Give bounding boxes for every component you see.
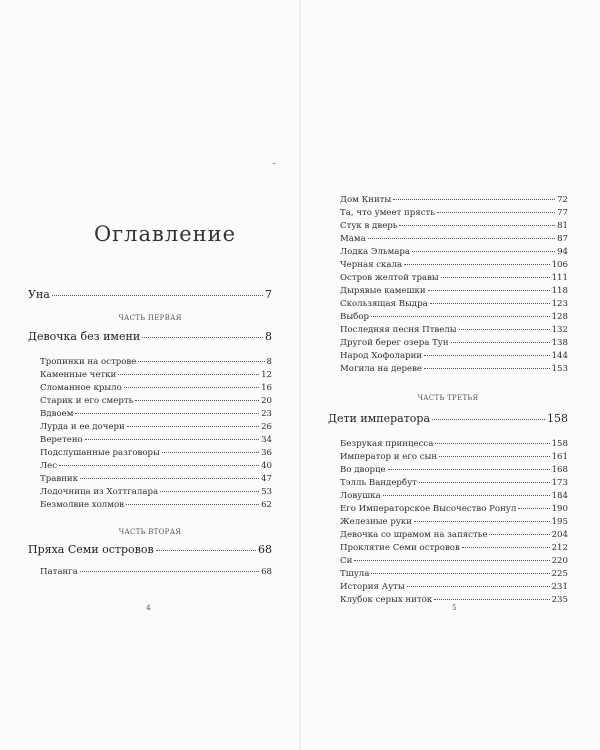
toc-entry — [340, 351, 568, 361]
toc-entry — [340, 338, 568, 348]
toc-entry — [340, 439, 568, 449]
entry-title: Дырявые камешки — [340, 286, 426, 296]
entry-page: 7 — [265, 288, 272, 301]
dot-leader — [368, 238, 555, 239]
toc-entry — [340, 491, 568, 501]
entry-title: Подслушанные разговоры — [40, 448, 160, 458]
entry-title: Ловушка — [340, 491, 381, 501]
dot-leader — [437, 212, 555, 213]
entry-page: 62 — [261, 500, 272, 510]
toc-entry — [40, 474, 272, 484]
part-three-label: ЧАСТЬ ТРЕТЬЯ — [417, 394, 479, 402]
entry-page: 26 — [261, 422, 272, 432]
dot-leader — [428, 290, 550, 291]
toc-entry — [340, 260, 568, 270]
dot-leader — [404, 264, 549, 265]
entry-title: Его Императорское Высочество Ронул — [340, 504, 517, 514]
entry-title: Тропинки на острове — [40, 357, 137, 367]
dot-leader — [138, 361, 264, 362]
dot-leader — [489, 534, 549, 535]
dot-leader — [59, 465, 259, 466]
entry-title: Сломанное крыло — [40, 383, 122, 393]
dot-leader — [118, 374, 259, 375]
dot-leader — [393, 199, 555, 200]
entry-page: 220 — [551, 556, 568, 566]
entry-page: 231 — [551, 582, 568, 592]
toc-entry — [40, 357, 272, 367]
entry-page: 235 — [551, 595, 568, 605]
toc-entry — [340, 364, 568, 374]
entry-title: Другой берег озера Тун — [340, 338, 449, 348]
entry-page: 8 — [266, 357, 272, 367]
dot-leader — [424, 355, 550, 356]
entry-page: 72 — [557, 195, 568, 205]
entry-title: Си — [340, 556, 353, 566]
toc-entry — [40, 396, 272, 406]
toc-entry — [40, 448, 272, 458]
entry-page: 144 — [551, 351, 568, 361]
entry-page: 123 — [551, 299, 568, 309]
entry-page: 153 — [551, 364, 568, 374]
dot-leader — [435, 443, 549, 444]
toc-entry — [340, 582, 568, 592]
entry-page: 111 — [551, 273, 568, 283]
entry-page: 225 — [551, 569, 568, 579]
dot-leader — [160, 491, 259, 492]
entry-title: Скользящая Выдра — [340, 299, 428, 309]
entry-page: 68 — [258, 543, 272, 556]
dot-leader — [80, 571, 259, 572]
part-two-label: ЧАСТЬ ВТОРАЯ — [118, 528, 182, 536]
entry-title: Железные руки — [340, 517, 413, 527]
entry-title: Вдвоем — [40, 409, 74, 419]
entry-title: Лодочница из Хоттгалара — [40, 487, 159, 497]
entry-page: 40 — [261, 461, 272, 471]
entry-title: Черная скала — [340, 260, 403, 270]
dot-leader — [399, 225, 555, 226]
part-heading — [328, 412, 568, 425]
toc-entry — [40, 435, 272, 445]
entry-title: Лурда и ее дочери — [40, 422, 125, 432]
entry-title: Безмолвие холмов — [40, 500, 124, 510]
dot-leader — [414, 521, 550, 522]
entry-title: Травник — [40, 474, 79, 484]
toc-entry — [340, 273, 568, 283]
entry-page: 34 — [261, 435, 272, 445]
toc-entry — [340, 247, 568, 257]
toc-entry — [340, 556, 568, 566]
toc-entry — [40, 383, 272, 393]
entry-title: Безрукая принцесса — [340, 439, 434, 449]
entry-page: 158 — [551, 439, 568, 449]
entry-page: 168 — [551, 465, 568, 475]
dot-leader — [407, 586, 550, 587]
dot-leader — [434, 599, 549, 600]
part-heading — [28, 330, 272, 343]
entry-title: Каменные четки — [40, 370, 117, 380]
toc-entry — [40, 487, 272, 497]
entry-page: 8 — [265, 330, 272, 343]
dot-leader — [75, 413, 259, 414]
toc-entry — [40, 422, 272, 432]
entry-title: Старик и его смерть — [40, 396, 134, 406]
toc-entry — [340, 478, 568, 488]
dot-leader — [439, 456, 549, 457]
dot-leader — [162, 452, 259, 453]
entry-title: Могила на дереве — [340, 364, 422, 374]
entry-page: 20 — [261, 396, 272, 406]
dot-leader — [432, 419, 545, 420]
entry-page: 53 — [261, 487, 272, 497]
entry-page: 204 — [551, 530, 568, 540]
toc-entry — [340, 234, 568, 244]
entry-title: Лес — [40, 461, 58, 471]
toc-entry — [40, 409, 272, 419]
entry-page: 87 — [557, 234, 568, 244]
dot-leader — [459, 329, 550, 330]
entry-page: 12 — [261, 370, 272, 380]
toc-entry — [40, 370, 272, 380]
toc-entry — [340, 208, 568, 218]
dot-leader — [388, 469, 550, 470]
dot-leader — [80, 478, 259, 479]
toc-entry — [40, 461, 272, 471]
toc-entry-prologue — [28, 288, 272, 301]
entry-page: 173 — [551, 478, 568, 488]
toc-entry — [340, 452, 568, 462]
entry-title: Император и его сын — [340, 452, 438, 462]
dot-leader — [371, 573, 549, 574]
entry-title: Мама — [340, 234, 366, 244]
page-number: 5 — [452, 603, 457, 612]
dot-leader — [383, 495, 550, 496]
print-speck — [273, 163, 275, 164]
entry-page: 23 — [261, 409, 272, 419]
dot-leader — [424, 368, 550, 369]
entry-page: 212 — [551, 543, 568, 553]
entry-title: Остров желтой травы — [340, 273, 439, 283]
entry-page: 158 — [547, 412, 568, 425]
dot-leader — [135, 400, 259, 401]
part-heading — [28, 543, 272, 556]
entry-title: Лодка Эльмара — [340, 247, 411, 257]
entry-page: 128 — [551, 312, 568, 322]
toc-entry — [340, 530, 568, 540]
entry-page: 132 — [551, 325, 568, 335]
entry-title: Последняя песня Птвелы — [340, 325, 457, 335]
entry-title: Проклятие Семи островов — [340, 543, 460, 553]
entry-page: 138 — [551, 338, 568, 348]
entry-title: Народ Хофоларии — [340, 351, 423, 361]
entry-page: 161 — [551, 452, 568, 462]
entry-page: 68 — [261, 567, 272, 577]
page-number: 4 — [146, 603, 151, 612]
toc-entry — [340, 195, 568, 205]
right-page — [300, 0, 600, 750]
entry-title: Девочка без имени — [28, 330, 141, 343]
entry-title: Дети императора — [328, 412, 431, 425]
toc-entry — [340, 504, 568, 514]
entry-page: 94 — [557, 247, 568, 257]
entry-page: 118 — [551, 286, 568, 296]
entry-page: 77 — [557, 208, 568, 218]
dot-leader — [127, 426, 259, 427]
entry-title: Стук в дверь — [340, 221, 398, 231]
part-one-label: ЧАСТЬ ПЕРВАЯ — [118, 314, 182, 322]
entry-page: 36 — [261, 448, 272, 458]
dot-leader — [124, 387, 259, 388]
entry-title: Во дворце — [340, 465, 386, 475]
toc-title: Оглавление — [93, 222, 237, 246]
dot-leader — [156, 550, 256, 551]
toc-entry — [340, 312, 568, 322]
dot-leader — [354, 560, 549, 561]
entry-page: 47 — [261, 474, 272, 484]
dot-leader — [126, 504, 259, 505]
dot-leader — [412, 251, 555, 252]
toc-entry — [340, 325, 568, 335]
toc-entry — [40, 500, 272, 510]
toc-entry — [340, 569, 568, 579]
entry-title: Выбор — [340, 312, 370, 322]
toc-entry — [340, 465, 568, 475]
dot-leader — [85, 439, 259, 440]
entry-title: Уна — [28, 288, 50, 301]
dot-leader — [451, 342, 550, 343]
dot-leader — [462, 547, 550, 548]
entry-page: 16 — [261, 383, 272, 393]
dot-leader — [52, 295, 263, 296]
entry-title: Дом Книты — [340, 195, 392, 205]
entry-page: 190 — [551, 504, 568, 514]
dot-leader — [430, 303, 550, 304]
entry-page: 106 — [551, 260, 568, 270]
dot-leader — [419, 482, 550, 483]
entry-title: Девочка со шрамом на запястье — [340, 530, 488, 540]
toc-entry — [40, 567, 272, 577]
toc-entry — [340, 543, 568, 553]
entry-title: История Ауты — [340, 582, 405, 592]
entry-page: 195 — [551, 517, 568, 527]
entry-title: Клубок серых ниток — [340, 595, 433, 605]
entry-title: Тэлль Вандербут — [340, 478, 417, 488]
entry-page: 184 — [551, 491, 568, 501]
entry-title: Тшула — [340, 569, 370, 579]
entry-title: Патанга — [40, 567, 78, 577]
entry-title: Та, что умеет прясть — [340, 208, 435, 218]
toc-entry — [340, 299, 568, 309]
dot-leader — [142, 337, 263, 338]
entry-page: 81 — [557, 221, 568, 231]
entry-title: Пряха Семи островов — [28, 543, 154, 556]
dot-leader — [371, 316, 550, 317]
toc-entry — [340, 517, 568, 527]
toc-entry — [340, 286, 568, 296]
toc-entry — [340, 221, 568, 231]
dot-leader — [518, 508, 549, 509]
dot-leader — [441, 277, 550, 278]
entry-title: Веретено — [40, 435, 83, 445]
